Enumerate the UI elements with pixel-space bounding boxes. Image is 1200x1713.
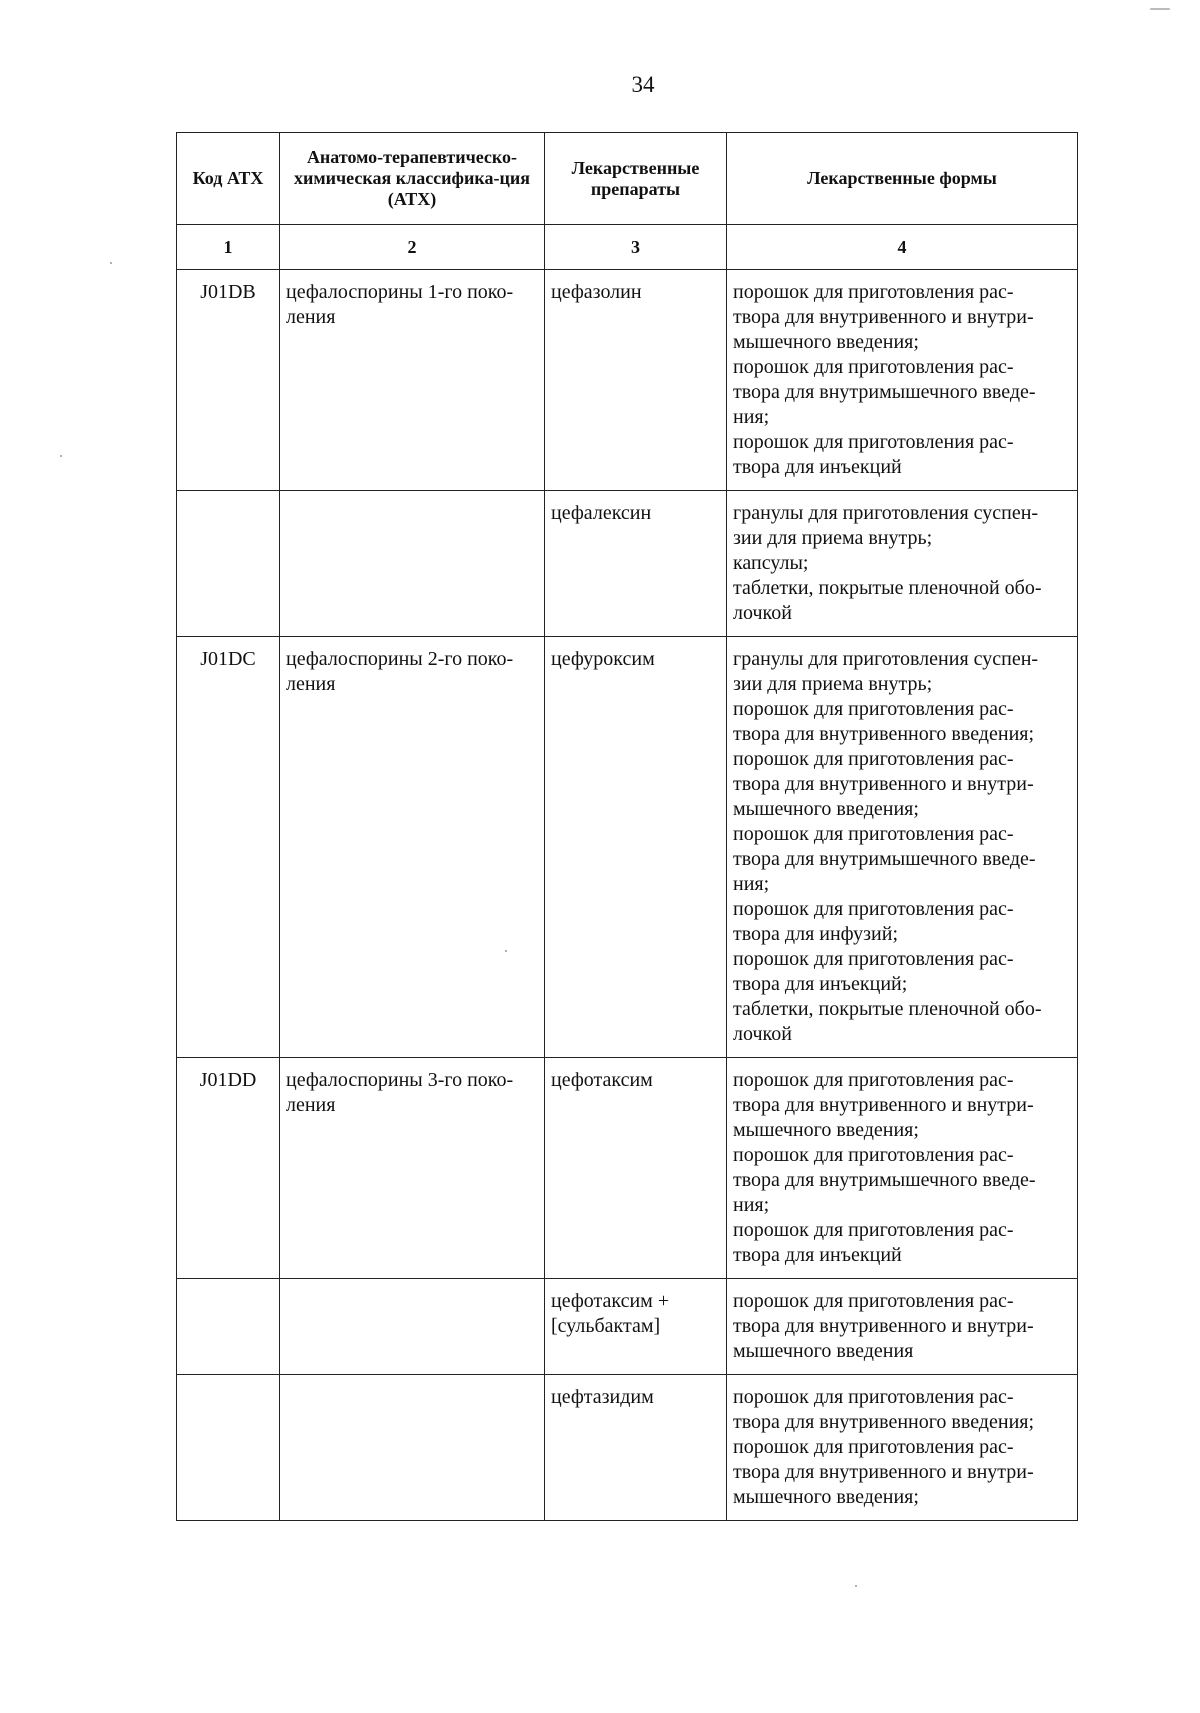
- dosage-form-line: капсулы;: [733, 552, 809, 574]
- table-row: [177, 1375, 1078, 1521]
- scan-speck: [855, 1585, 857, 1587]
- column-number: 2: [280, 225, 545, 270]
- dosage-form-line: порошок для приготовления рас-: [733, 748, 1014, 770]
- column-number: 4: [727, 225, 1078, 270]
- atx-classification-cell: [280, 1279, 545, 1375]
- dosage-forms-cell: [727, 270, 1078, 491]
- dosage-form-line: мышечного введения;: [733, 798, 919, 820]
- dosage-form-line: порошок для приготовления рас-: [733, 281, 1014, 303]
- dosage-form-line: порошок для приготовления рас-: [733, 948, 1014, 970]
- dosage-form-line: твора для инъекций;: [733, 973, 908, 995]
- drug-cell: цефотаксим + [сульбактам]: [545, 1279, 727, 1375]
- scan-speck: [1150, 8, 1170, 10]
- table-row: [177, 270, 1078, 491]
- header-atx-code: Код АТХ: [177, 133, 280, 225]
- drug-cell: цефуроксим: [545, 637, 727, 1058]
- dosage-forms-cell: [727, 637, 1078, 1058]
- dosage-form-line: порошок для приготовления рас-: [733, 1386, 1014, 1408]
- table-row: [177, 491, 1078, 637]
- dosage-form-line: твора для инъекций: [733, 456, 902, 478]
- dosage-form-line: твора для внутривенного введения;: [733, 723, 1035, 745]
- dosage-forms-cell: [727, 1058, 1078, 1279]
- atx-code-cell: [177, 1279, 280, 1375]
- dosage-form-line: ния;: [733, 406, 770, 428]
- atx-table: [176, 132, 1078, 1521]
- header-dosage-forms: Лекарственные формы: [727, 133, 1078, 225]
- dosage-form-line: твора для внутримышечного введе-: [733, 848, 1036, 870]
- dosage-form-line: порошок для приготовления рас-: [733, 1219, 1014, 1241]
- dosage-form-line: порошок для приготовления рас-: [733, 1290, 1014, 1312]
- dosage-form-line: мышечного введения;: [733, 1486, 919, 1508]
- dosage-form-line: мышечного введения;: [733, 331, 919, 353]
- dosage-form-line: твора для внутривенного и внутри-: [733, 773, 1034, 795]
- table-row: [177, 637, 1078, 1058]
- atx-code-cell: [177, 491, 280, 637]
- dosage-form-line: мышечного введения: [733, 1340, 914, 1362]
- atx-code-cell: J01DD: [177, 1058, 280, 1279]
- atx-classification-cell: [280, 491, 545, 637]
- page-number: 34: [631, 72, 655, 97]
- atx-classification-cell: цефалоспорины 2-го поко-ления: [280, 637, 545, 1058]
- dosage-form-line: твора для внутримышечного введе-: [733, 381, 1036, 403]
- table-row: [177, 1279, 1078, 1375]
- column-number: 3: [545, 225, 727, 270]
- dosage-form-line: зии для приема внутрь;: [733, 673, 933, 695]
- atx-code-cell: J01DB: [177, 270, 280, 491]
- dosage-form-line: твора для внутривенного и внутри-: [733, 1461, 1034, 1483]
- dosage-form-line: порошок для приготовления рас-: [733, 1436, 1014, 1458]
- dosage-form-line: лочкой: [733, 1023, 792, 1045]
- dosage-form-line: порошок для приготовления рас-: [733, 1144, 1014, 1166]
- atx-classification-cell: [280, 1375, 545, 1521]
- dosage-form-line: мышечного введения;: [733, 1119, 919, 1141]
- dosage-form-line: зии для приема внутрь;: [733, 527, 933, 549]
- dosage-form-line: твора для внутривенного и внутри-: [733, 306, 1034, 328]
- dosage-forms-cell: [727, 1279, 1078, 1375]
- atx-classification-cell: цефалоспорины 1-го поко-ления: [280, 270, 545, 491]
- scan-speck: [505, 950, 507, 952]
- dosage-forms-cell: [727, 1375, 1078, 1521]
- dosage-forms-cell: [727, 491, 1078, 637]
- dosage-form-line: твора для внутримышечного введе-: [733, 1169, 1036, 1191]
- dosage-form-line: твора для внутривенного и внутри-: [733, 1315, 1034, 1337]
- dosage-form-line: ния;: [733, 873, 770, 895]
- atx-classification-cell: цефалоспорины 3-го поко-ления: [280, 1058, 545, 1279]
- dosage-form-line: твора для инфузий;: [733, 923, 899, 945]
- dosage-form-line: твора для внутривенного введения;: [733, 1411, 1035, 1433]
- drug-cell: цефалексин: [545, 491, 727, 637]
- column-number-row: [177, 225, 1078, 270]
- dosage-form-line: гранулы для приготовления суспен-: [733, 502, 1039, 524]
- drug-cell: цефазолин: [545, 270, 727, 491]
- table-row: [177, 1058, 1078, 1279]
- column-number: 1: [177, 225, 280, 270]
- table-body: [177, 270, 1078, 1521]
- drug-cell: цефтазидим: [545, 1375, 727, 1521]
- dosage-form-line: твора для инъекций: [733, 1244, 902, 1266]
- dosage-form-line: лочкой: [733, 602, 792, 624]
- dosage-form-line: порошок для приготовления рас-: [733, 356, 1014, 378]
- scan-speck: [110, 262, 112, 264]
- dosage-form-line: таблетки, покрытые пленочной обо-: [733, 998, 1042, 1020]
- dosage-form-line: таблетки, покрытые пленочной обо-: [733, 577, 1042, 599]
- dosage-form-line: гранулы для приготовления суспен-: [733, 648, 1039, 670]
- atx-code-cell: J01DC: [177, 637, 280, 1058]
- dosage-form-line: твора для внутривенного и внутри-: [733, 1094, 1034, 1116]
- header-row: [177, 133, 1078, 225]
- dosage-form-line: порошок для приготовления рас-: [733, 698, 1014, 720]
- dosage-form-line: порошок для приготовления рас-: [733, 898, 1014, 920]
- drug-cell: цефотаксим: [545, 1058, 727, 1279]
- atx-code-cell: [177, 1375, 280, 1521]
- header-drugs: Лекарственные препараты: [545, 133, 727, 225]
- dosage-form-line: порошок для приготовления рас-: [733, 431, 1014, 453]
- scan-speck: [60, 455, 62, 457]
- dosage-form-line: ния;: [733, 1194, 770, 1216]
- dosage-form-line: порошок для приготовления рас-: [733, 823, 1014, 845]
- header-atx-classification: Анатомо-терапевтическо-химическая классифика-ция (АТХ): [280, 133, 545, 225]
- dosage-form-line: порошок для приготовления рас-: [733, 1069, 1014, 1091]
